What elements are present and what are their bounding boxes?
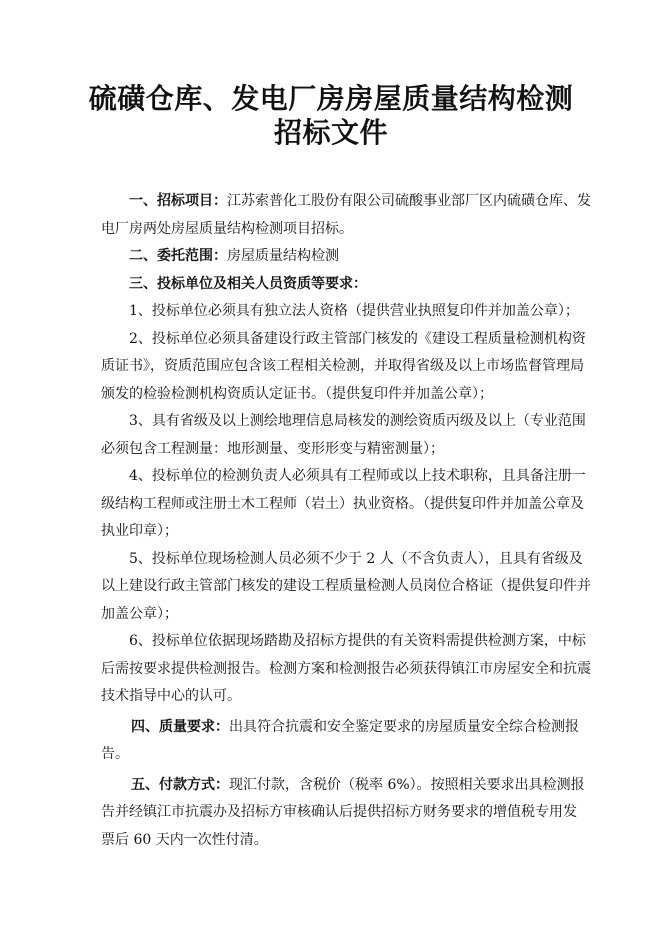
section-label: 五、付款方式： — [131, 776, 229, 793]
paragraph-line — [101, 601, 563, 629]
line-text: 房屋质量结构检测 — [227, 248, 339, 264]
paragraph-line — [101, 298, 579, 326]
paragraph-line — [101, 741, 563, 769]
line-text: 1、投标单位必须具有独立法人资格（提供营业执照复印件并加盖公章）； — [129, 303, 579, 319]
paragraph-line — [101, 243, 563, 271]
paragraph-line — [101, 463, 586, 491]
line-text: 级结构工程师或注册土木工程师（岩土）执业资格。（提供复印件并加盖公章及 — [101, 495, 584, 512]
paragraph — [101, 772, 585, 855]
line-text: 电厂房两处房屋质量结构检测项目招标。 — [101, 220, 353, 237]
document-body — [101, 188, 591, 854]
paragraph-line — [101, 381, 563, 409]
line-text: 5、投标单位现场检测人员必须不少于 2 人（不含负责人），且具有省级及 — [129, 550, 583, 567]
paragraph-line — [101, 799, 577, 827]
paragraph-line — [101, 573, 591, 601]
line-text: 3、具有省级及以上测绘地理信息局核发的测绘资质丙级及以上（专业范围 — [129, 413, 586, 429]
paragraph-line — [101, 491, 584, 519]
paragraph-line — [101, 656, 591, 684]
paragraph-line — [101, 188, 591, 216]
paragraph-line — [101, 518, 563, 546]
paragraph-line — [101, 353, 584, 381]
line-text: 江苏索普化工股份有限公司硫酸事业部厂区内硫磺仓库、发 — [227, 193, 591, 209]
section-label: 一、招标项目： — [129, 193, 227, 209]
paragraph — [101, 326, 586, 409]
section-label: 四、质量要求： — [131, 718, 229, 735]
paragraph — [101, 628, 591, 711]
section-label: 三、投标单位及相关人员资质等要求： — [129, 275, 367, 292]
line-text: 6、投标单位依据现场踏勘及招标方提供的有关资料需提供检测方案，中标 — [129, 633, 586, 649]
section-label: 二、委托范围： — [129, 248, 227, 264]
line-text: 技术指导中心的认可。 — [101, 688, 241, 704]
paragraph — [101, 188, 591, 243]
paragraph — [101, 546, 591, 629]
line-text: 加盖公章）； — [101, 605, 178, 622]
line-text: 必须包含工程测量：地形测量、变形形变与精密测量）； — [101, 440, 444, 457]
paragraph-line — [101, 546, 583, 574]
paragraph-line — [101, 827, 563, 855]
paragraph — [101, 243, 563, 271]
line-text: 2、投标单位必须具备建设行政主管部门核发的《建设工程质量检测机构资 — [129, 330, 586, 347]
paragraph-line — [101, 216, 563, 244]
paragraph — [101, 408, 586, 463]
paragraph-line — [101, 683, 563, 711]
paragraph-line — [101, 714, 579, 742]
paragraph-line — [101, 408, 586, 436]
line-text: 票后 60 天内一次性付清。 — [101, 831, 268, 848]
paragraph-line — [101, 271, 563, 299]
line-text: 告并经镇江市抗震办及招标方审核确认后提供招标方财务要求的增值税专用发 — [101, 804, 577, 820]
document-title-line-2: 招标文件 — [273, 116, 388, 149]
line-text: 4、投标单位的检测负责人必须具有工程师或以上技术职称，且具备注册一 — [129, 468, 586, 484]
paragraph — [101, 271, 563, 299]
paragraph-line — [101, 436, 563, 464]
paragraph-line — [101, 326, 586, 354]
paragraph — [101, 298, 579, 326]
paragraph — [101, 463, 586, 546]
paragraph-line — [101, 772, 585, 800]
line-text: 颁发的检验检测机构资质认定证书。（提供复印件并加盖公章）； — [101, 385, 493, 402]
line-text: 告。 — [101, 746, 129, 762]
line-text: 现汇付款，含税价（税率 6%）。按照相关要求出具检测报 — [229, 776, 585, 793]
line-text: 质证书》，资质范围应包含该工程相关检测，并取得省级及以上市场监督管理局 — [101, 358, 584, 374]
paragraph-line — [101, 628, 586, 656]
line-text: 以上建设行政主管部门核发的建设工程质量检测人员岗位合格证（提供复印件并 — [101, 578, 591, 594]
line-text: 出具符合抗震和安全鉴定要求的房屋质量安全综合检测报 — [229, 718, 579, 735]
line-text: 后需按要求提供检测报告。检测方案和检测报告必须获得镇江市房屋安全和抗震 — [101, 660, 591, 677]
document-title-line-1: 硫磺仓库、发电厂房房屋质量结构检测 — [88, 82, 574, 115]
paragraph — [101, 714, 579, 769]
line-text: 执业印章）； — [101, 523, 178, 539]
